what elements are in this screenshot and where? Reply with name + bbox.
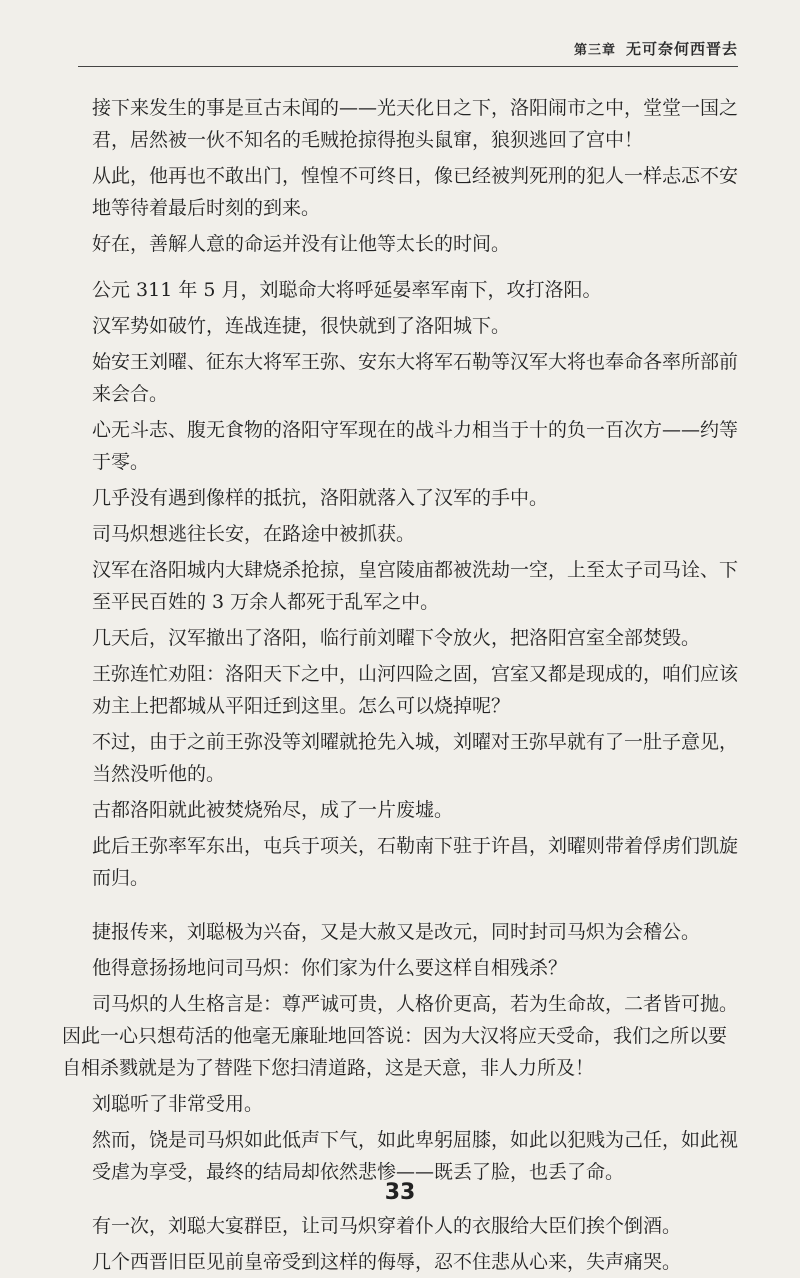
- paragraph: 司马炽的人生格言是：尊严诚可贵，人格价更高，若为生命故，二者皆可抛。因此一心只想苟活的他毫无廉耻地回答说：因为大汉将应天受命，我们之所以要自相杀戮就是为了替陛下您扫清道路，这是天意，非人力所及！: [62, 993, 739, 1079]
- header-rule: [78, 66, 738, 67]
- chapter-title: 无可奈何西晋去: [625, 40, 738, 58]
- paragraph: 几天后，汉军撤出了洛阳，临行前刘曜下令放火，把洛阳宫室全部焚毁。: [92, 627, 701, 649]
- paragraph: 汉军势如破竹，连战连捷，很快就到了洛阳城下。: [92, 315, 511, 337]
- page-number: 33: [384, 1180, 416, 1205]
- paragraph: 他得意扬扬地问司马炽：你们家为什么要这样自相残杀？: [92, 957, 568, 979]
- paragraph: 刘聪听了非常受用。: [92, 1093, 264, 1115]
- paragraph: 古都洛阳就此被焚烧殆尽，成了一片废墟。: [92, 799, 454, 821]
- paragraph: 不过，由于之前王弥没等刘曜就抢先入城，刘曜对王弥早就有了一肚子意见，当然没听他的。: [92, 731, 739, 785]
- paragraph: 公元 311 年 5 月，刘聪命大将呼延晏率军南下，攻打洛阳。: [92, 279, 602, 301]
- paragraph: 心无斗志、腹无食物的洛阳守军现在的战斗力相当于十的负一百次方——约等于零。: [92, 419, 739, 473]
- paragraph: 几个西晋旧臣见前皇帝受到这样的侮辱，忍不住悲从心来，失声痛哭。: [92, 1251, 682, 1273]
- paragraph: 王弥连忙劝阻：洛阳天下之中，山河四险之固，宫室又都是现成的，咱们应该劝主上把都城从平阳迁到这里。怎么可以烧掉呢？: [92, 663, 739, 717]
- running-header: [574, 38, 738, 59]
- paragraph: 几乎没有遇到像样的抵抗，洛阳就落入了汉军的手中。: [92, 487, 549, 509]
- paragraph: 汉军在洛阳城内大肆烧杀抢掠，皇宫陵庙都被洗劫一空，上至太子司马诠、下至平民百姓的 3 万余人都死于乱军之中。: [92, 559, 739, 613]
- page-body: [62, 92, 742, 1278]
- paragraph: 接下来发生的事是亘古未闻的——光天化日之下，洛阳闹市之中，堂堂一国之君，居然被一伙不知名的毛贼抢掠得抱头鼠窜，狼狈逃回了宫中！: [92, 97, 739, 151]
- paragraph: 此后王弥率军东出，屯兵于项关，石勒南下驻于许昌，刘曜则带着俘虏们凯旋而归。: [92, 835, 739, 889]
- paragraph: 捷报传来，刘聪极为兴奋，又是大赦又是改元，同时封司马炽为会稽公。: [92, 921, 701, 943]
- paragraph: 从此，他再也不敢出门，惶惶不可终日，像已经被判死刑的犯人一样忐忑不安地等待着最后时刻的到来。: [92, 165, 739, 219]
- paragraph: 好在，善解人意的命运并没有让他等太长的时间。: [92, 233, 511, 255]
- paragraph: 有一次，刘聪大宴群臣，让司马炽穿着仆人的衣服给大臣们挨个倒酒。: [92, 1215, 682, 1237]
- chapter-number: 第三章: [573, 43, 616, 58]
- paragraph: 然而，饶是司马炽如此低声下气，如此卑躬屈膝，如此以犯贱为己任，如此视受虐为享受，最终的结局却依然悲惨——既丢了脸，也丢了命。: [92, 1129, 739, 1183]
- paragraph: 始安王刘曜、征东大将军王弥、安东大将军石勒等汉军大将也奉命各率所部前来会合。: [92, 351, 739, 405]
- paragraph: 司马炽想逃往长安，在路途中被抓获。: [92, 523, 416, 545]
